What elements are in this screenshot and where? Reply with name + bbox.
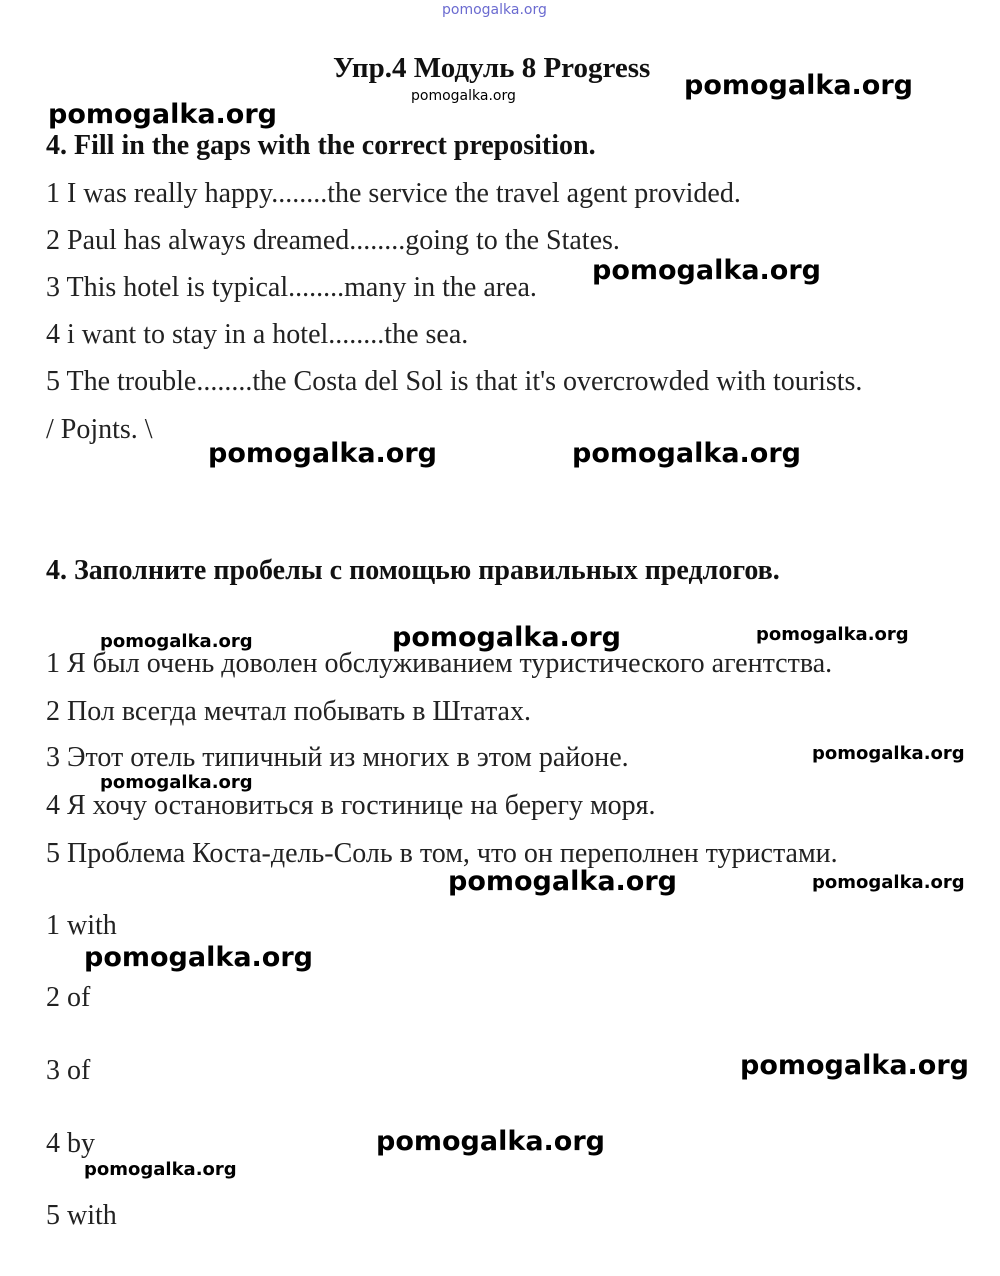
russian-line-3: 3 Этот отель типичный из многих в этом районе. — [46, 742, 629, 773]
watermark: pomogalka.org — [100, 772, 253, 793]
english-line-3: 3 This hotel is typical........many in the area. — [46, 272, 537, 303]
english-line-2: 2 Paul has always dreamed........going to the States. — [46, 225, 620, 256]
watermark: pomogalka.org — [392, 622, 621, 653]
watermark: pomogalka.org — [684, 70, 913, 101]
watermark-top: pomogalka.org — [442, 2, 547, 18]
answer-4: 4 by — [46, 1128, 95, 1159]
answer-1: 1 with — [46, 910, 117, 941]
points-label: / Pojnts. \ — [46, 414, 153, 445]
english-line-4: 4 i want to stay in a hotel........the sea. — [46, 319, 469, 350]
watermark: pomogalka.org — [208, 438, 437, 469]
watermark: pomogalka.org — [592, 255, 821, 286]
watermark: pomogalka.org — [411, 88, 516, 104]
watermark: pomogalka.org — [448, 866, 677, 897]
watermark: pomogalka.org — [84, 942, 313, 973]
russian-heading: 4. Заполните пробелы с помощью правильных предлогов. — [46, 555, 780, 586]
answer-2: 2 of — [46, 982, 91, 1013]
watermark: pomogalka.org — [100, 631, 253, 652]
page-title: Упр.4 Модуль 8 Progress — [333, 52, 651, 84]
watermark: pomogalka.org — [84, 1159, 237, 1180]
answer-3: 3 of — [46, 1055, 91, 1086]
watermark: pomogalka.org — [740, 1050, 969, 1081]
watermark: pomogalka.org — [48, 99, 277, 130]
watermark: pomogalka.org — [572, 438, 801, 469]
watermark: pomogalka.org — [812, 743, 965, 764]
russian-line-5: 5 Проблема Коста-дель-Соль в том, что он переполнен туристами. — [46, 838, 838, 869]
russian-line-1: 1 Я был очень доволен обслуживанием туристического агентства. — [46, 648, 833, 679]
watermark: pomogalka.org — [756, 624, 909, 645]
russian-line-4: 4 Я хочу остановиться в гостинице на берегу моря. — [46, 790, 656, 821]
english-line-1: 1 I was really happy........the service the travel agent provided. — [46, 178, 741, 209]
watermark: pomogalka.org — [376, 1126, 605, 1157]
watermark: pomogalka.org — [812, 872, 965, 893]
russian-line-2: 2 Пол всегда мечтал побывать в Штатах. — [46, 696, 531, 727]
english-heading: 4. Fill in the gaps with the correct preposition. — [46, 130, 596, 161]
answer-5: 5 with — [46, 1200, 117, 1231]
english-line-5: 5 The trouble........the Costa del Sol is that it's overcrowded with tourists. — [46, 366, 863, 397]
